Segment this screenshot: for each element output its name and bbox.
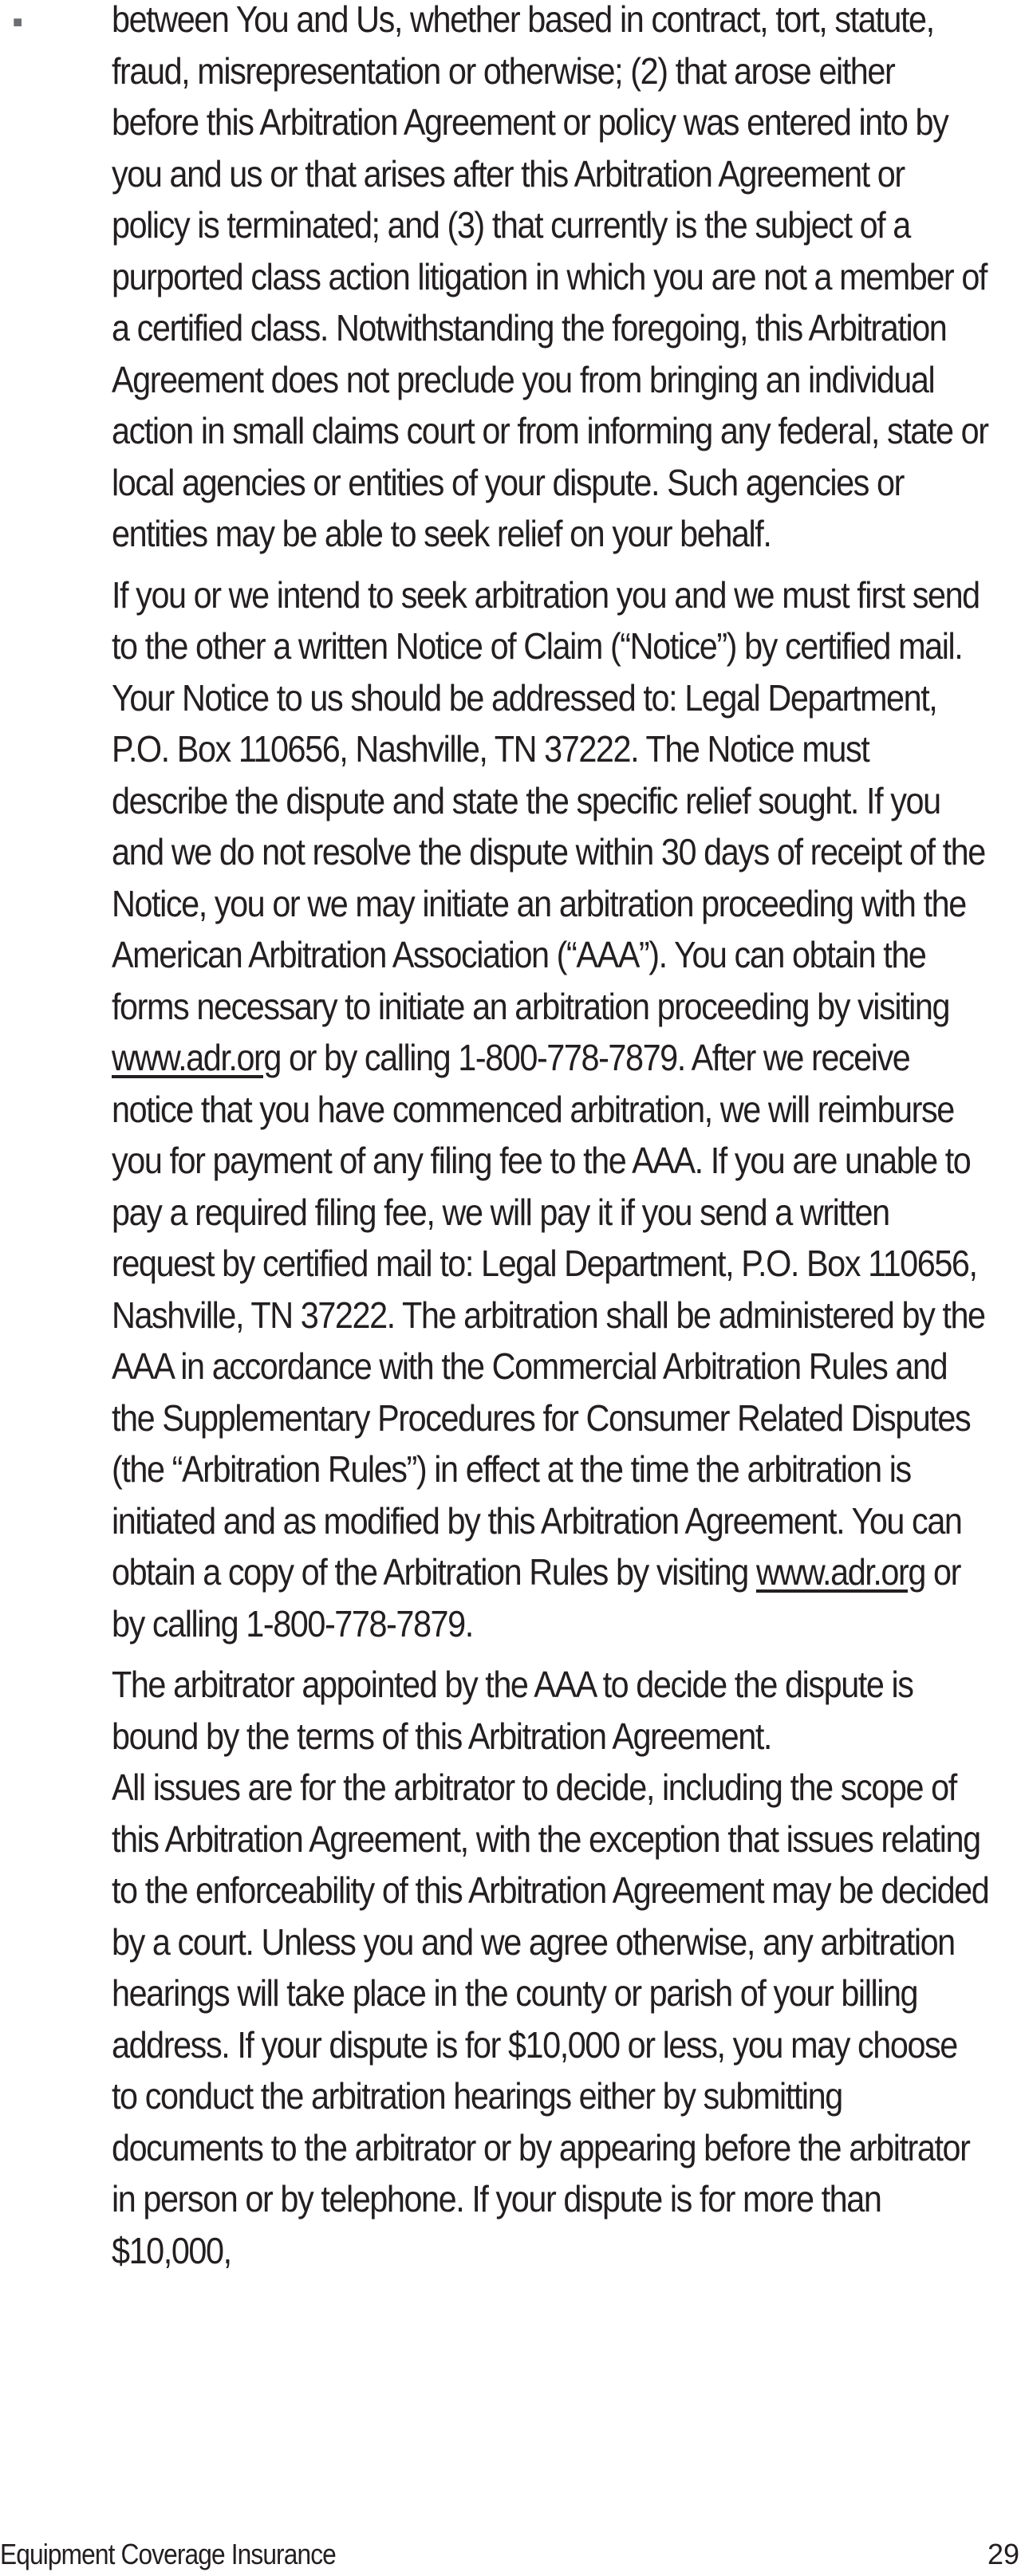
footer-title: Equipment Coverage Insurance <box>0 2538 336 2570</box>
notice-text-part-2: or by calling 1-800-778-7879. After we receive notice that you have commenced arbitration, we will reimburse you for payment of any filing fee to the AAA. If you are unable to pay a required filing fee, we will pay it if you send a written request by certified mail to: Legal Department, P.O. Box 110656, Nashville, TN 37222. The arbitration shall be administered by the AAA in accordance with the Commercial Arbitration Rules and the Supplementary Procedures for Consumer Related Disputes (the “Arbitration Rules”) in effect at the time the arbitration is initiated and as modified by this Arbitration Agreement. You can obtain a copy of the Arbitration Rules by visiting <box>112 1037 985 1593</box>
paragraph-arbitrator-bound: The arbitrator appointed by the AAA to decide the dispute is bound by the terms of this Arbitration Agreement. <box>112 1664 913 1757</box>
page-footer <box>0 2533 1021 2576</box>
paragraph-notice-of-claim <box>112 569 989 1650</box>
adr-website-link[interactable]: www.adr.org <box>112 1037 281 1078</box>
adr-website-link-2[interactable]: www.adr.org <box>755 1551 925 1593</box>
document-body <box>112 0 989 2276</box>
notice-text-part-1: If you or we intend to seek arbitration you and we must first send to the other a written Notice of Claim (“Notice”) by certified mail. Your Notice to us should be addressed to: Legal Department, P.O. Box 110656, Nashville, TN 37222. The Notice must describe the dispute and state the specific relief sought. If you and we do not resolve the dispute within 30 days of receipt of the Notice, you or we may initiate an arbitration proceeding with the American Arbitration Association (“AAA”). You can obtain the forms necessary to initiate an arbitration proceeding by visiting <box>112 573 985 1027</box>
paragraph-claims-scope: between You and Us, whether based in contract, tort, statute, fraud, misrepresentation or otherwise; (2) that arose either before this Arbitration Agreement or policy was entered into by you and us or that arises after this Arbitration Agreement or policy is terminated; and (3) that currently is the subject of a purported class action litigation in which you are not a member of a certified class. Notwithstanding the foregoing, this Arbitration Agreement does not preclude you from bringing an individual action in small claims court or from informing any federal, state or local agencies or entities of your dispute. Such agencies or entities may be able to seek relief on your behalf. <box>112 0 988 554</box>
page-number: 29 <box>987 2538 1019 2570</box>
notice-text-part-3: or by calling 1-800-778-7879. <box>112 1551 960 1644</box>
bullet-marker: ■ <box>13 14 23 31</box>
paragraph-arbitration-issues: All issues are for the arbitrator to decide, including the scope of this Arbitration Agreement, with the exception that issues relating to the enforceability of this Arbitration Agreement may be decided by a court. Unless you and we agree otherwise, any arbitration hearings will take place in the county or parish of your billing address. If your dispute is for $10,000 or less, you may choose to conduct the arbitration hearings either by submitting documents to the arbitrator or by appearing before the arbitrator in person or by telephone. If your dispute is for more than $10,000, <box>112 1767 989 2271</box>
